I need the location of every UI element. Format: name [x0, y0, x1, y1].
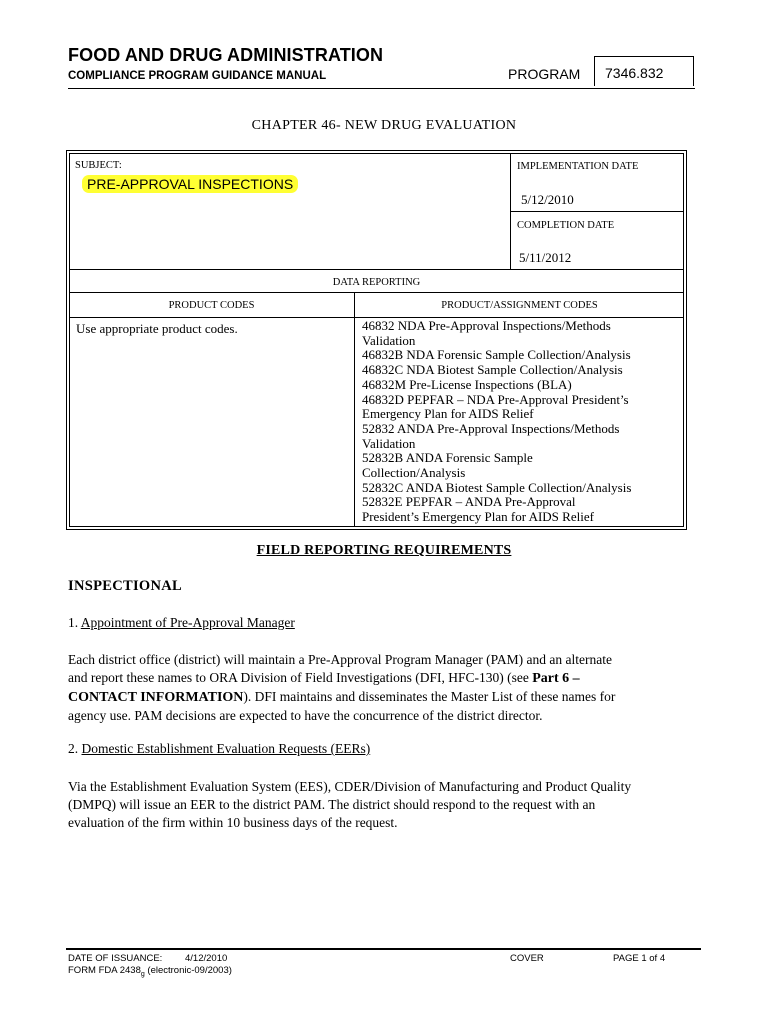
- paragraph-line: evaluation of the firm within 10 business days of the request.: [68, 815, 398, 830]
- implementation-date-value: 5/12/2010: [521, 192, 574, 207]
- assignment-codes-header: PRODUCT/ASSIGNMENT CODES: [441, 300, 598, 311]
- program-label: PROGRAM: [508, 66, 581, 82]
- item-1-title: Appointment of Pre-Approval Manager: [80, 615, 295, 630]
- subject-label: SUBJECT:: [75, 160, 122, 171]
- subsection-heading: INSPECTIONAL: [68, 578, 182, 594]
- paragraph-2: [68, 778, 708, 832]
- assignment-code-line: Emergency Plan for AIDS Relief: [362, 406, 534, 422]
- assignment-code-line: 52832E PEPFAR – ANDA Pre-Approval: [362, 494, 576, 510]
- paragraph-line: Each district office (district) will maintain a Pre-Approval Program Manager (PAM) and an alternate: [68, 652, 612, 667]
- item-1-number: 1.: [68, 615, 81, 630]
- completion-date-value: 5/11/2012: [519, 250, 572, 265]
- footer-divider: [66, 948, 701, 950]
- table-divider-data-reporting: [69, 292, 684, 293]
- agency-title: FOOD AND DRUG ADMINISTRATION: [68, 45, 384, 65]
- table-divider-dates: [510, 211, 684, 212]
- issuance-label: DATE OF ISSUANCE:: [68, 953, 163, 964]
- assignment-code-line: 52832C ANDA Biotest Sample Collection/Analysis: [362, 479, 632, 495]
- item-1-heading: [68, 615, 295, 631]
- table-divider-subject: [69, 269, 684, 270]
- paragraph-line: (DMPQ) will issue an EER to the district PAM. The district should respond to the request with an: [68, 797, 596, 812]
- table-divider-vertical-bottom: [354, 292, 355, 527]
- assignment-code-line: Validation: [362, 435, 416, 451]
- manual-title: COMPLIANCE PROGRAM GUIDANCE MANUAL: [68, 70, 327, 82]
- assignment-code-line: Collection/Analysis: [362, 465, 466, 481]
- assignment-code-line: 46832D PEPFAR – NDA Pre-Approval President’s: [362, 391, 629, 407]
- item-2-heading: [68, 741, 370, 757]
- data-reporting-heading: DATA REPORTING: [332, 277, 421, 288]
- section-heading: FIELD REPORTING REQUIREMENTS: [256, 543, 512, 558]
- assignment-code-line: 46832M Pre-License Inspections (BLA): [362, 376, 572, 392]
- cover-label: COVER: [510, 953, 544, 964]
- chapter-heading: CHAPTER 46- NEW DRUG EVALUATION: [251, 118, 517, 133]
- issuance-date: 4/12/2010: [185, 953, 228, 964]
- paragraph-line: agency use. PAM decisions are expected to have the concurrence of the district director.: [68, 708, 543, 723]
- program-number: 7346.832: [605, 65, 664, 81]
- subject-value-highlighted: PRE-APPROVAL INSPECTIONS: [82, 175, 298, 193]
- completion-date-label: COMPLETION DATE: [517, 220, 615, 231]
- part-reference: Part 6 –: [532, 671, 580, 686]
- paragraph-1: [68, 651, 708, 725]
- assignment-code-line: 52832B ANDA Forensic Sample: [362, 450, 533, 466]
- paragraph-line: CONTACT INFORMATION). DFI maintains and disseminates the Master List of these names for: [68, 689, 616, 705]
- product-codes-value: Use appropriate product codes.: [76, 321, 238, 336]
- assignment-code-line: 52832 ANDA Pre-Approval Inspections/Methods: [362, 420, 620, 436]
- assignment-codes-list: [362, 319, 682, 525]
- assignment-code-line: President’s Emergency Plan for AIDS Relief: [362, 509, 594, 525]
- paragraph-line: Via the Establishment Evaluation System (EES), CDER/Division of Manufacturing and Product Quality: [68, 779, 632, 794]
- product-codes-header: PRODUCT CODES: [168, 300, 255, 311]
- contact-information-reference: CONTACT INFORMATION: [68, 690, 244, 705]
- paragraph-line: and report these names to ORA Division of Field Investigations (DFI, HFC-130) (see Part 6 –: [68, 670, 580, 686]
- header-divider: [68, 88, 695, 89]
- assignment-code-line: Validation: [362, 332, 416, 348]
- assignment-code-line: 46832 NDA Pre-Approval Inspections/Methods: [362, 318, 611, 333]
- assignment-code-line: 46832B NDA Forensic Sample Collection/Analysis: [362, 347, 631, 363]
- item-2-number: 2.: [68, 741, 82, 756]
- implementation-date-label: IMPLEMENTATION DATE: [517, 161, 639, 172]
- form-number: FORM FDA $2438_g$ (electronic-09/2003): [68, 965, 232, 978]
- item-2-title: Domestic Establishment Evaluation Requests (EERs): [81, 741, 371, 756]
- assignment-code-line: 46832C NDA Biotest Sample Collection/Analysis: [362, 362, 623, 378]
- page-indicator: PAGE 1 of 4: [613, 953, 666, 964]
